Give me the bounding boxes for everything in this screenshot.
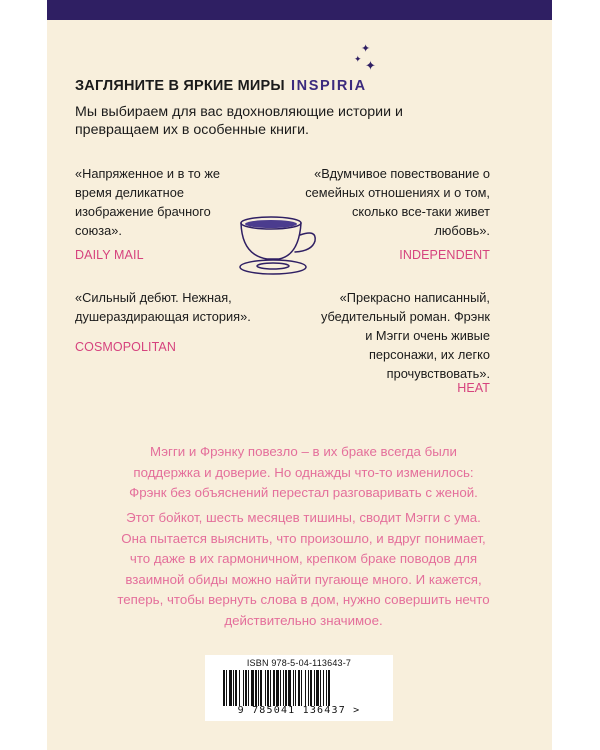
review-source: COSMOPOLITAN [75,340,176,354]
review-source: INDEPENDENT [399,248,490,262]
tagline: Мы выбираем для вас вдохновляющие истории и превращаем их в особенные книги. [75,104,403,138]
isbn-label: ISBN 978-5-04-113643-7 [246,658,352,668]
description-paragraph: Этот бойкот, шесть месяцев тишины, сводит Мэгги с ума. Она пытается выяснить, что произошло, и вдруг понимает, что даже в их гармоничном, крепком браке поводов для взаимной обиды можно найти пугающе много. И кажется, теперь, чтобы вернуть слова в дом, нужно совершить нечто действительно значимое. [117,510,490,628]
ean-digits: 9 785041 136437 > [237,705,361,716]
sparkle-stars-icon: ✦ ✦ ✦ [354,43,376,73]
review-source: HEAT [457,381,490,395]
headline: ЗАГЛЯНИТЕ В ЯРКИЕ МИРЫ INSPIRIA [75,78,367,94]
review-source: DAILY MAIL [75,248,144,262]
teacup-icon [237,215,325,277]
brand-name: INSPIRIA [291,78,367,94]
review-quote: «Сильный дебют. Нежная, душераздирающая история». [75,290,251,324]
review-quote: «Напряженное и в то же время деликатное изображение брачного союза». [75,166,221,238]
isbn-barcode-block [205,655,393,721]
review-quote: «Прекрасно написанный, убедительный роман. Фрэнк и Мэгги очень живые персонажи, их легко прочувствовать». [320,290,490,381]
description-paragraph: Мэгги и Фрэнку повезло – в их браке всегда были поддержка и доверие. Но однажды что-то изменилось: Фрэнк без объяснений перестал разговаривать с женой. [129,444,478,501]
barcode [223,670,373,706]
top-color-band [47,0,552,20]
book-back-cover [47,0,552,750]
review-quote: «Вдумчивое повествование о семейных отношениях и о том, сколько все-таки живет любовь». [305,166,490,238]
